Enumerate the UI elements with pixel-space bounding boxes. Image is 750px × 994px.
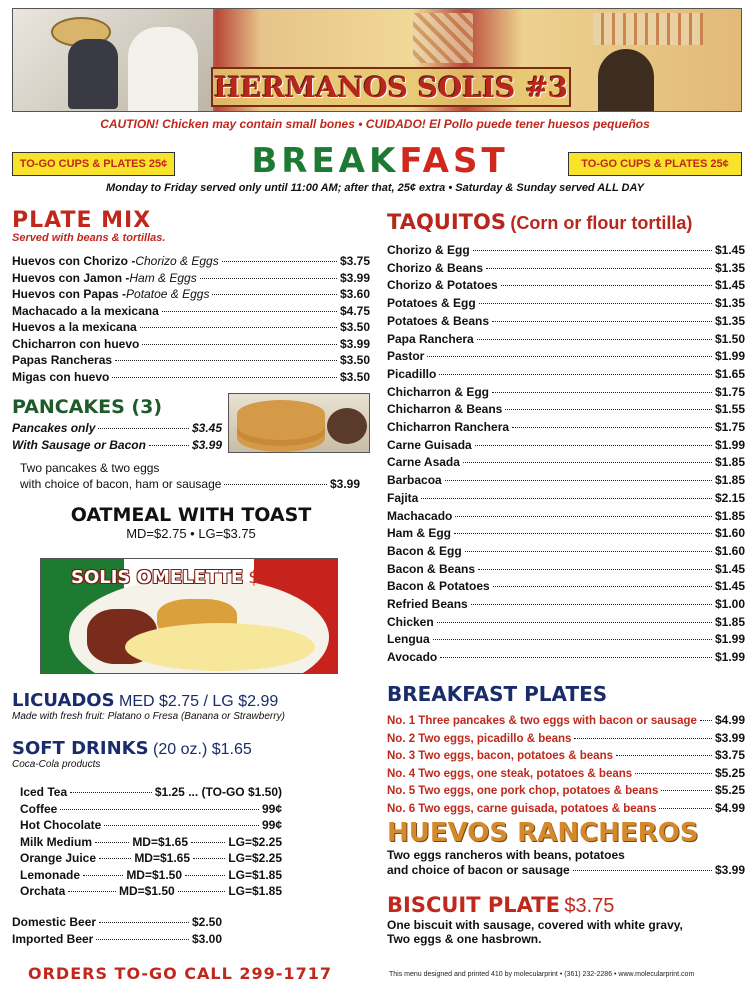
leader-dots [445,480,712,481]
breakfast-title-part1: BREAK [251,141,400,181]
header-banner [12,8,742,112]
taquito-item-price: $1.45 [714,278,745,293]
leader-dots [492,392,712,393]
plate-mix-item-name: Chicharron con huevo [12,336,140,351]
licuados-note: Made with fresh fruit: Platano o Fresa (Banana or Strawberry) [12,711,285,722]
leader-dots [463,462,712,463]
omelette-price: $4.50 [248,567,300,588]
taquito-item [387,348,745,366]
pancake-item-price: $3.45 [191,421,222,435]
leader-dots [96,939,189,940]
plate-mix-item-price: $3.99 [339,336,370,351]
drink-item [20,850,282,867]
taquito-item-price: $1.99 [714,437,745,452]
oatmeal-section [12,504,370,541]
drinks-list [20,784,282,900]
taquito-item [387,454,745,472]
biscuit-line2: Two eggs & one hasbrown. [387,932,542,946]
taquito-item-name: Pastor [387,349,425,364]
biscuit-line1: One biscuit with sausage, covered with white gravy, [387,918,683,932]
plate-mix-subtitle: Served with beans & tortillas. [12,232,166,244]
leader-dots [661,790,712,791]
plate-mix-item-translation: Chorizo & Eggs [135,254,219,268]
taquito-item-price: $1.85 [714,508,745,523]
huevos-rancheros-title: HUEVOS RANCHEROS [387,818,699,848]
breakfast-plate-item-price: $4.99 [714,800,745,815]
taquito-item-name: Carne Asada [387,455,460,470]
taquito-item-name: Fajita [387,490,419,505]
taquito-item [387,490,745,508]
plate-mix-item [12,319,370,336]
plate-mix-item-translation: Potatoe & Eggs [126,287,210,301]
pancake-item-price: $3.99 [191,437,222,452]
rider-illustration [68,39,118,109]
drink-item-medium-price: MD=$1.50 [126,867,183,882]
leader-dots [200,278,337,279]
taquito-item [387,401,745,419]
leader-dots [99,858,131,859]
taquito-item-price: $1.35 [714,313,745,328]
licuados-title: LICUADOS [12,690,115,711]
beer-item-price: $2.50 [191,915,222,929]
breakfast-plate-item [387,800,745,818]
leader-dots [98,428,189,429]
drink-item-name: Iced Tea [20,785,68,799]
pancake-item-name: Pancakes only [12,421,96,435]
soft-drinks-note: Coca-Cola products [12,759,101,770]
taquito-item-price: $1.55 [714,402,745,417]
leader-dots [162,311,337,312]
pancakes-photo [228,393,370,453]
drink-item-name: Orchata [20,884,66,898]
taquito-item-price: $1.85 [714,455,745,470]
huevos-rancheros-section [387,818,745,879]
served-hours: Monday to Friday served only until 11:00 AM; after that, 25¢ extra • Saturday & Sunday served ALL DAY [106,182,644,194]
oatmeal-title: OATMEAL WITH TOAST [70,504,312,526]
plate-mix-item [12,270,370,287]
taquito-item-price: $1.50 [714,331,745,346]
breakfast-plates-section [387,682,745,817]
taquito-item-name: Machacado [387,508,453,523]
breakfast-plate-item-price: $3.75 [714,748,745,762]
pancake-stack-illustration [237,400,325,440]
taquito-item [387,331,745,349]
leader-dots [700,720,712,721]
taquito-item-name: Refried Beans [387,597,468,612]
plate-mix-item-price: $4.75 [339,303,370,318]
taquito-item-name: Chicken [387,614,434,629]
leader-dots [492,321,712,322]
togo-badge-left: TO-GO CUPS & PLATES 25¢ [12,152,175,176]
printer-credit: This menu designed and printed 410 by molecularprint • (361) 232-2286 • www.molecularprint.com [389,971,695,978]
plate-mix-item [12,352,370,369]
church-pattern [593,13,703,45]
pancake-item-name: With Sausage or Bacon [12,437,146,452]
plate-mix-item-price: $3.50 [339,353,370,367]
leader-dots [473,250,712,251]
caution-notice: CAUTION! Chicken may contain small bones • CUIDADO! El Pollo puede tener huesos pequeños [100,117,650,131]
soft-drinks-detail: (20 oz.) $1.65 [153,741,252,758]
pancake-combo-row [20,476,360,493]
breakfast-plate-item [387,747,745,765]
leader-dots [178,891,226,892]
taquito-item-price: $1.45 [714,579,745,594]
taquito-item-price: $1.85 [714,614,745,629]
biscuit-section [387,893,745,946]
taquitos-section [387,210,745,667]
taquito-item-name: Bacon & Potatoes [387,579,490,594]
taquitos-subtitle: (Corn or flour tortilla) [510,213,693,233]
taquito-item [387,295,745,313]
taquito-item-name: Chicharron & Egg [387,384,490,399]
taquito-item-name: Chicharron & Beans [387,402,503,417]
leader-dots [501,285,712,286]
beer-item [12,914,222,931]
drink-item [20,801,282,818]
taquito-item [387,561,745,579]
taquito-item-name: Lengua [387,632,430,647]
leader-dots [60,809,259,810]
drink-item-price: LG=$2.25 [228,851,282,865]
restaurant-name: HERMANOS SOLIS #3 [213,70,569,104]
plate-mix-item-price: $3.50 [339,369,370,384]
plate-mix-item-name: Huevos con Papas - [12,287,127,301]
drink-item [20,784,282,801]
taquito-item-name: Ham & Egg [387,526,452,541]
omelette-name: SOLIS OMELETTE [71,567,244,588]
drink-item-medium-price: MD=$1.65 [132,834,189,849]
leader-dots [574,738,712,739]
taquito-item-name: Bacon & Beans [387,561,476,576]
breakfast-plate-item-name: No. 5 Two eggs, one pork chop, potatoes & beans [387,785,659,797]
taquito-item [387,277,745,295]
taquitos-title: TAQUITOS [387,210,506,234]
taquito-item [387,242,745,260]
leader-dots [427,356,712,357]
taquito-item [387,472,745,490]
leader-dots [193,858,225,859]
leader-dots [440,657,712,658]
huevos-rancheros-price: $3.99 [714,863,745,877]
breakfast-plate-item-price: $5.25 [714,783,745,797]
breakfast-plate-item [387,730,745,748]
breakfast-plate-item-name: No. 6 Two eggs, carne guisada, potatoes & beans [387,802,657,815]
church-door [598,49,654,112]
taquito-item [387,260,745,278]
taquito-item [387,366,745,384]
drink-item-name: Orange Juice [20,851,97,865]
taquito-item-price: $1.75 [714,420,745,435]
leader-dots [99,922,189,923]
taquito-item [387,384,745,402]
plate-mix-title: PLATE MIX [12,208,152,233]
drink-item-price: LG=$1.85 [228,884,283,898]
taquito-item-name: Papa Ranchera [387,331,474,346]
plate-mix-item [12,253,370,270]
taquito-item [387,631,745,649]
soft-drinks-title: SOFT DRINKS [12,738,149,759]
breakfast-title-part2: FAST [399,141,509,181]
taquitos-list [387,242,745,667]
taquito-item-name: Chorizo & Egg [387,243,470,257]
huevos-rancheros-line1: Two eggs rancheros with beans, potatoes [387,848,625,862]
breakfast-plate-item-price: $3.99 [714,730,745,745]
taquito-item-name: Avocado [387,650,438,665]
drink-item-name: Hot Chocolate [20,818,102,832]
taquito-item-name: Potatoes & Egg [387,296,476,311]
togo-badge-right: TO-GO CUPS & PLATES 25¢ [568,152,742,176]
horse-illustration [128,27,198,112]
plate-mix-item [12,286,370,303]
leader-dots [455,516,712,517]
breakfast-plates-list [387,712,745,817]
pancake-combo-line2: with choice of bacon, ham or sausage [20,477,222,491]
breakfast-plate-item-name: No. 2 Two eggs, picadillo & beans [387,732,572,745]
soft-drinks-section [12,738,370,770]
leader-dots [478,569,712,570]
taquito-item-price: $1.99 [714,650,745,665]
leader-dots [493,586,712,587]
breakfast-plate-item-name: No. 1 Three pancakes & two eggs with bacon or sausage [387,715,697,727]
plate-mix-item-translation: Ham & Eggs [129,270,197,285]
beer-list [12,914,222,947]
leader-dots [454,533,712,534]
leader-dots [212,294,337,295]
leader-dots [115,360,337,361]
drink-item [20,883,282,900]
biscuit-price: $3.75 [564,895,615,917]
taquito-item-price: $1.65 [714,366,745,381]
huevos-rancheros-row [387,862,745,879]
sausage-illustration [327,408,367,444]
omelette-label [71,567,300,588]
taquito-item-name: Picadillo [387,366,437,381]
leader-dots [68,891,116,892]
drink-item [20,817,282,834]
plate-mix-section [12,208,370,385]
omelette-illustration [125,623,315,671]
beer-item-price: $3.00 [191,931,222,946]
plate-mix-item-name: Huevos con Chorizo - [12,254,136,268]
leader-dots [505,409,712,410]
taquito-item-price: $1.00 [714,597,745,612]
taquito-item [387,313,745,331]
breakfast-plate-item [387,765,745,783]
leader-dots [185,875,225,876]
taquito-item-price: $1.35 [714,260,745,275]
taquito-item [387,578,745,596]
breakfast-plate-item-price: $5.25 [714,765,745,780]
drink-item [20,867,282,884]
leader-dots [421,498,712,499]
breakfast-plate-item-name: No. 3 Two eggs, bacon, potatoes & beans [387,750,613,762]
plate-mix-item [12,369,370,386]
leader-dots [512,427,712,428]
taquito-item-price: $1.99 [714,349,745,364]
plate-mix-item-price: $3.75 [339,254,370,268]
plate-mix-item [12,336,370,353]
taquito-item-name: Chorizo & Potatoes [387,278,498,293]
leader-dots [616,755,712,756]
leader-dots [70,792,152,793]
pancake-item [12,437,222,454]
licuados-section [12,690,370,722]
pancake-combo [20,461,360,493]
huevos-rancheros-line2: and choice of bacon or sausage [387,863,570,877]
taquito-item-name: Carne Guisada [387,437,472,452]
leader-dots [433,639,712,640]
licuados-prices: MED $2.75 / LG $2.99 [119,693,279,710]
leader-dots [465,551,712,552]
drink-item-medium-price: MD=$1.50 [118,884,175,898]
pancakes-section [12,396,222,453]
drink-item-price: LG=$2.25 [228,834,283,849]
leader-dots [142,344,337,345]
drink-item-price: 99¢ [261,818,282,832]
taquito-item [387,614,745,632]
biscuit-title: BISCUIT PLATE [387,893,560,917]
breakfast-plate-item [387,712,745,730]
taquito-item-name: Bacon & Egg [387,543,462,558]
breakfast-plate-item [387,782,745,800]
beer-item-name: Domestic Beer [12,915,97,929]
plate-mix-item-price: $3.99 [339,270,370,285]
plate-mix-item-price: $3.60 [339,287,370,301]
plate-mix-item-name: Machacado a la mexicana [12,303,159,318]
beer-item [12,931,222,948]
beer-item-name: Imported Beer [12,931,94,946]
pancake-combo-price: $3.99 [329,477,360,491]
taquito-item-price: $1.45 [714,561,745,576]
plate-mix-item-name: Migas con huevo [12,369,110,384]
leader-dots [140,327,337,328]
taquito-item [387,649,745,667]
taquito-item [387,525,745,543]
leader-dots [191,842,225,843]
taquito-item-price: $1.35 [714,296,745,311]
leader-dots [477,339,712,340]
taquito-item [387,419,745,437]
breakfast-plate-item-price: $4.99 [714,713,745,727]
pancake-item [12,420,222,437]
pancakes-title: PANCAKES (3) [12,396,163,418]
leader-dots [149,445,189,446]
leader-dots [437,622,712,623]
drink-item-name: Milk Medium [20,834,93,849]
pancake-combo-line1: Two pancakes & two eggs [20,461,160,475]
leader-dots [573,870,712,871]
taquito-item [387,543,745,561]
leader-dots [486,268,712,269]
plate-mix-list [12,253,370,385]
taquito-item [387,437,745,455]
taquito-item-price: $1.99 [714,632,745,647]
restaurant-name-plaque [211,67,571,107]
plate-mix-item-price: $3.50 [339,320,370,334]
taquito-item-price: $1.45 [714,243,745,257]
drink-item-price: $1.25 ... (TO-GO $1.50) [154,785,282,799]
taquito-item-price: $2.15 [714,490,745,505]
leader-dots [475,445,712,446]
pancakes-list [12,420,222,453]
taquito-item-price: $1.75 [714,384,745,399]
leader-dots [95,842,129,843]
breakfast-title [250,141,510,181]
taquito-item [387,596,745,614]
drink-item-medium-price: MD=$1.65 [134,851,191,865]
leader-dots [471,604,712,605]
plate-mix-item-name: Huevos con Jamon - [12,270,130,285]
plate-mix-item [12,303,370,320]
taquito-item-price: $1.85 [714,473,745,488]
taquito-item-price: $1.60 [714,543,745,558]
leader-dots [222,261,337,262]
drink-item-name: Coffee [20,801,58,816]
oatmeal-prices: MD=$2.75 • LG=$3.75 [126,526,256,541]
taquito-item-name: Potatoes & Beans [387,313,490,328]
plate-mix-item-name: Papas Rancheras [12,353,113,367]
leader-dots [104,825,259,826]
drink-item [20,834,282,851]
drink-item-price: LG=$1.85 [228,867,283,882]
taquito-item-name: Chorizo & Beans [387,260,484,275]
breakfast-plates-title: BREAKFAST PLATES [387,682,608,706]
orders-phone: ORDERS TO-GO CALL 299-1717 [28,964,332,983]
taquito-item [387,508,745,526]
taquito-item-name: Barbacoa [387,473,442,488]
taquito-item-name: Chicharron Ranchera [387,420,510,435]
leader-dots [439,374,712,375]
leader-dots [112,377,337,378]
leader-dots [83,875,123,876]
omelette-photo [40,558,338,674]
drink-item-price: 99¢ [261,801,282,816]
leader-dots [224,484,327,485]
breakfast-plate-item-name: No. 4 Two eggs, one steak, potatoes & beans [387,767,633,780]
leader-dots [659,808,712,809]
leader-dots [479,303,712,304]
leader-dots [635,773,712,774]
drink-item-name: Lemonade [20,867,81,882]
taquito-item-price: $1.60 [714,526,745,541]
church-ornament [413,13,473,63]
plate-mix-item-name: Huevos a la mexicana [12,320,137,334]
